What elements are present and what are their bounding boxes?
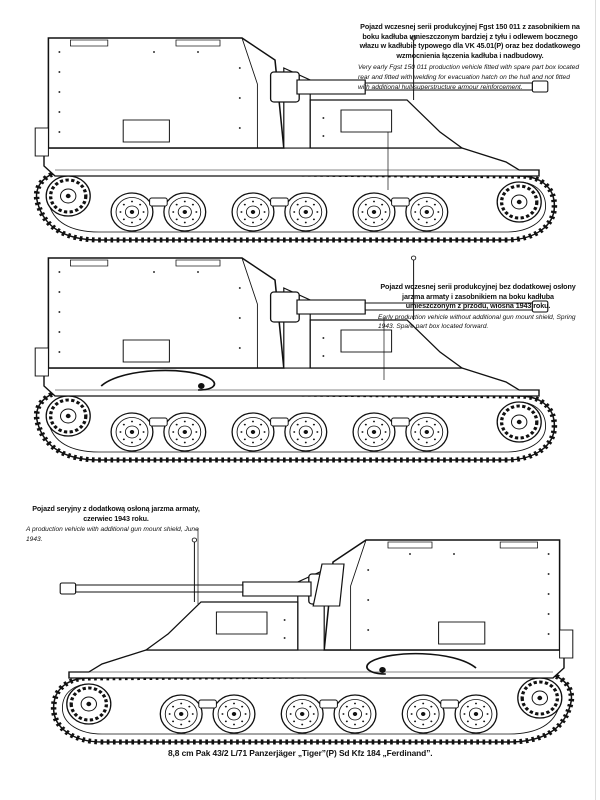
caption-vehicle-2 — [378, 282, 578, 332]
caption-1-polish: Pojazd wczesnej serii produkcyjnej Fgst 150 011 z zasobnikiem na boku kadłuba umieszczonym bardziej z tyłu i odlewem bocznego włazu w kadłubie typowego dla VK 45.01(P) oraz bez dodatkowego wzmocnienia łączenia kadłuba i nadbudowy. — [359, 22, 581, 60]
caption-vehicle-3 — [26, 504, 206, 544]
caption-vehicle-1 — [358, 22, 582, 92]
caption-2-english: Early production vehicle without additional gun mount shield, Spring 1943. Spare part box located forward. — [378, 313, 576, 331]
page-edge-line — [595, 0, 596, 800]
caption-1-english: Very early Fgst 150 011 production vehicle fitted with spare part box located rear and fitted with welding for evacuation hatch on the hull and not fitted with additional hull/superstructure armour reinforcement. — [358, 64, 580, 91]
tank-drawing-3 — [54, 538, 573, 742]
caption-3-english: A production vehicle with additional gun mount shield, June 1943. — [26, 526, 199, 543]
caption-2-polish: Pojazd wczesnej serii produkcyjnej bez dodatkowej osłony jarzma armaty i zasobnikiem na boku kadłuba umieszczonym z przodu, wiosna 1943 roku. — [380, 282, 576, 311]
page-title: 8,8 cm Pak 43/2 L/71 Panzerjäger „Tiger”(P) Sd Kfz 184 „Ferdinand”. — [168, 748, 433, 758]
caption-3-polish: Pojazd seryjny z dodatkową osłoną jarzma armaty, czerwiec 1943 roku. — [32, 504, 200, 523]
